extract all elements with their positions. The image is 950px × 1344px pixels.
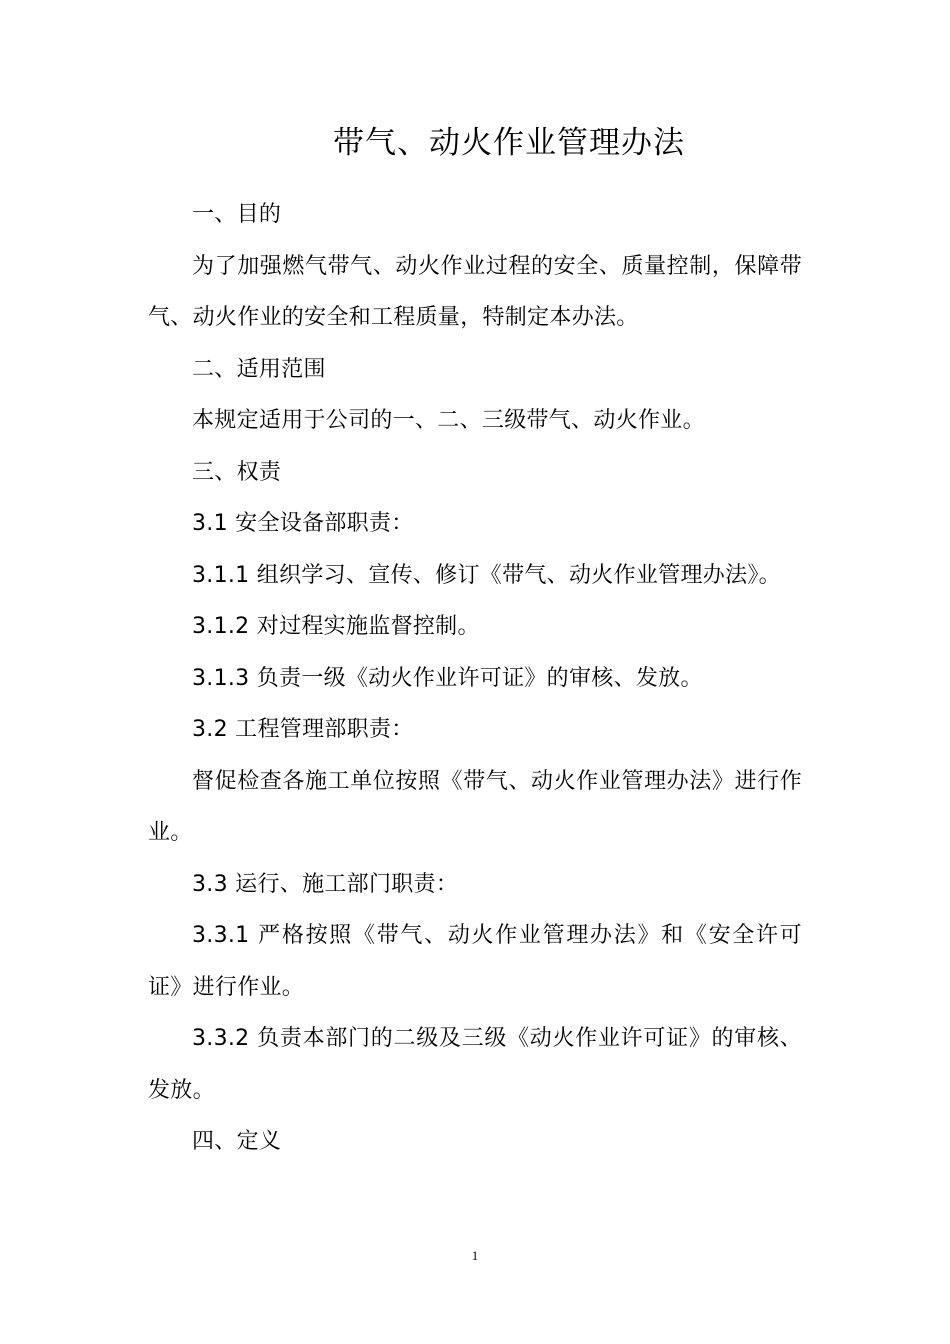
page-number: 1 (471, 1248, 479, 1263)
clause-3-1: 3.1 安全设备部职责： (192, 511, 414, 536)
clause-3-1-3: 3.1.3 负责一级《动火作业许可证》的审核、发放。 (192, 665, 703, 691)
paragraph-scope: 本规定适用于公司的一、二、三级带气、动火作业。 (192, 408, 705, 433)
clause-3-1-2: 3.1.2 对过程实施监督控制。 (192, 614, 480, 639)
paragraph-purpose: 为了加强燃气带气、动火作业过程的安全、质量控制，保障带气、动火作业的安全和工程质量，特制定本办法。 (148, 253, 802, 330)
document-title: 带气、动火作业管理办法 (333, 125, 685, 161)
section-heading-purpose: 一、目的 (192, 202, 282, 227)
document-body (148, 189, 802, 1168)
paragraph-3-2: 督促检查各施工单位按照《带气、动火作业管理办法》进行作业。 (148, 768, 802, 845)
section-heading-definitions: 四、定义 (192, 1129, 282, 1154)
section-heading-scope: 二、适用范围 (192, 356, 326, 382)
clause-3-1-1: 3.1.1 组织学习、宣传、修订《带气、动火作业管理办法》。 (192, 562, 781, 588)
clause-3-3-1: 3.3.1 严格按照《带气、动火作业管理办法》和《安全许可证》进行作业。 (148, 923, 802, 1000)
clause-3-2: 3.2 工程管理部职责： (192, 717, 414, 742)
clause-3-3-2: 3.3.2 负责本部门的二级及三级《动火作业许可证》的审核、发放。 (148, 1026, 802, 1103)
section-heading-responsibilities: 三、权责 (192, 459, 282, 485)
clause-3-3: 3.3 运行、施工部门职责： (192, 871, 459, 897)
